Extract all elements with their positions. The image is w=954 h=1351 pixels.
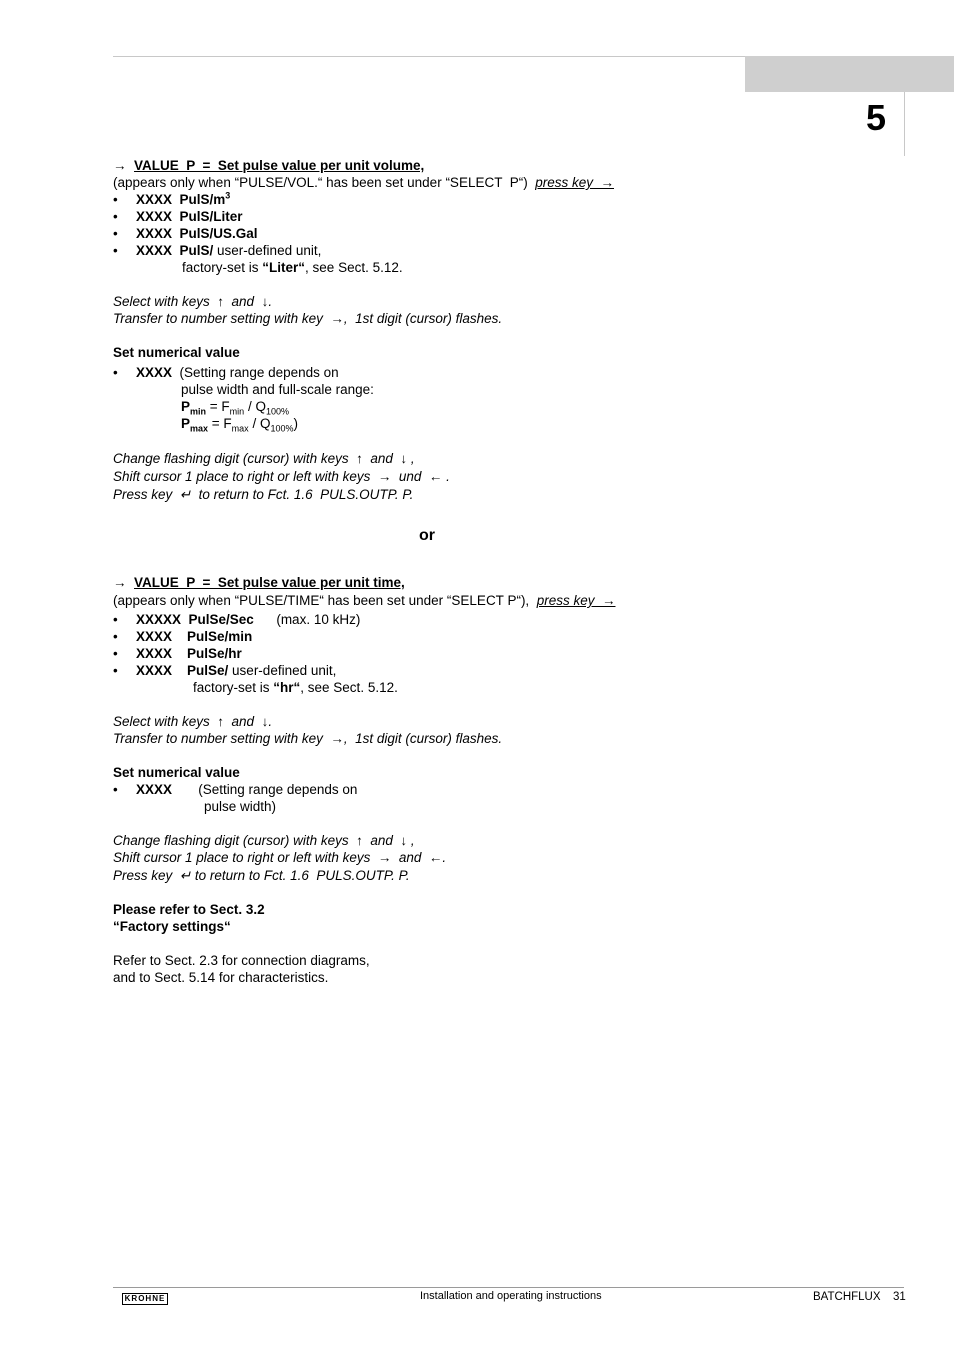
arrow-right-icon: → — [113, 575, 127, 590]
list-item: • XXXX PulSe/min — [113, 629, 253, 644]
section1-title: → VALUE P = Set pulse value per unit volume, — [113, 158, 425, 173]
pmin-formula: $P_{min} = F_{min} / Q_{100\%}$ — [181, 399, 289, 417]
select-instruction: Select with keys ↑ and ↓. — [113, 714, 273, 729]
or-separator: or — [419, 527, 435, 544]
select-instruction: Select with keys ↑ and ↓. — [113, 294, 273, 309]
set-value-heading: Set numerical value — [113, 765, 240, 780]
shift-cursor-instruction: Shift cursor 1 place to right or left with keys → and ←. — [113, 850, 447, 865]
list-item: • XXXX PulS/Liter — [113, 209, 243, 224]
refer-characteristics: and to Sect. 5.14 for characteristics. — [113, 970, 329, 985]
list-item: • XXXX PulSe/hr — [113, 646, 242, 661]
return-instruction: Press key ↵ to return to Fct. 1.6 PULS.OUTP. P. — [113, 868, 410, 883]
change-digit-instruction: Change flashing digit (cursor) with keys ↑ and ↓ , — [113, 451, 415, 466]
header-grey-bar — [745, 56, 954, 92]
set-value-heading: Set numerical value — [113, 345, 240, 360]
footer-product: BATCHFLUX — [813, 1291, 881, 1303]
footer-title: Installation and operating instructions — [420, 1290, 602, 1302]
list-item: • XXXX PulS/$m^3$ — [113, 190, 231, 207]
list-item: • XXXX PulSe/ user-defined unit, — [113, 663, 337, 678]
list-item: • XXXX (Setting range depends on — [113, 365, 339, 380]
section2-note: (appears only when “PULSE/TIME“ has been set under “SELECT P“), press key → — [113, 593, 616, 608]
return-instruction: Press key ↵ to return to Fct. 1.6 PULS.OUTP. P. — [113, 487, 414, 502]
arrow-right-icon: → — [113, 158, 127, 173]
refer-heading: Please refer to Sect. 3.2 — [113, 902, 265, 917]
refer-factory-settings: “Factory settings“ — [113, 919, 231, 934]
main-content — [113, 157, 753, 986]
chapter-divider — [904, 92, 905, 156]
list-item: • XXXX PulS/ user-defined unit, — [113, 243, 322, 258]
section1-note: (appears only when “PULSE/VOL.“ has been set under “SELECT P“) press key → — [113, 175, 614, 190]
change-digit-instruction: Change flashing digit (cursor) with keys ↑ and ↓ , — [113, 833, 415, 848]
shift-cursor-instruction: Shift cursor 1 place to right or left with keys → und ← . — [113, 469, 450, 484]
page-number: 31 — [893, 1291, 906, 1303]
factory-setting: factory-set is “Liter“, see Sect. 5.12. — [182, 260, 403, 275]
refer-connection: Refer to Sect. 2.3 for connection diagrams, — [113, 953, 370, 968]
factory-setting: factory-set is “hr“, see Sect. 5.12. — [193, 680, 398, 695]
transfer-instruction: Transfer to number setting with key →, 1st digit (cursor) flashes. — [113, 731, 503, 746]
chapter-number: 5 — [866, 97, 887, 138]
list-item: • XXXX PulS/US.Gal — [113, 226, 258, 241]
footer-rule — [113, 1287, 904, 1288]
list-item: • XXXXX PulSe/Sec (max. 10 kHz) — [113, 612, 361, 627]
list-item: • XXXX (Setting range depends on — [113, 782, 358, 797]
transfer-instruction: Transfer to number setting with key →, 1st digit (cursor) flashes. — [113, 311, 503, 326]
section2-title: → VALUE P = Set pulse value per unit time, — [113, 575, 405, 590]
pmax-formula: $P_{max} = F_{max} / Q_{100\%}$) — [181, 416, 298, 434]
range-description: pulse width and full-scale range: — [181, 382, 374, 397]
krohne-logo: KROHNE — [122, 1293, 168, 1305]
range-description: pulse width) — [204, 799, 277, 814]
